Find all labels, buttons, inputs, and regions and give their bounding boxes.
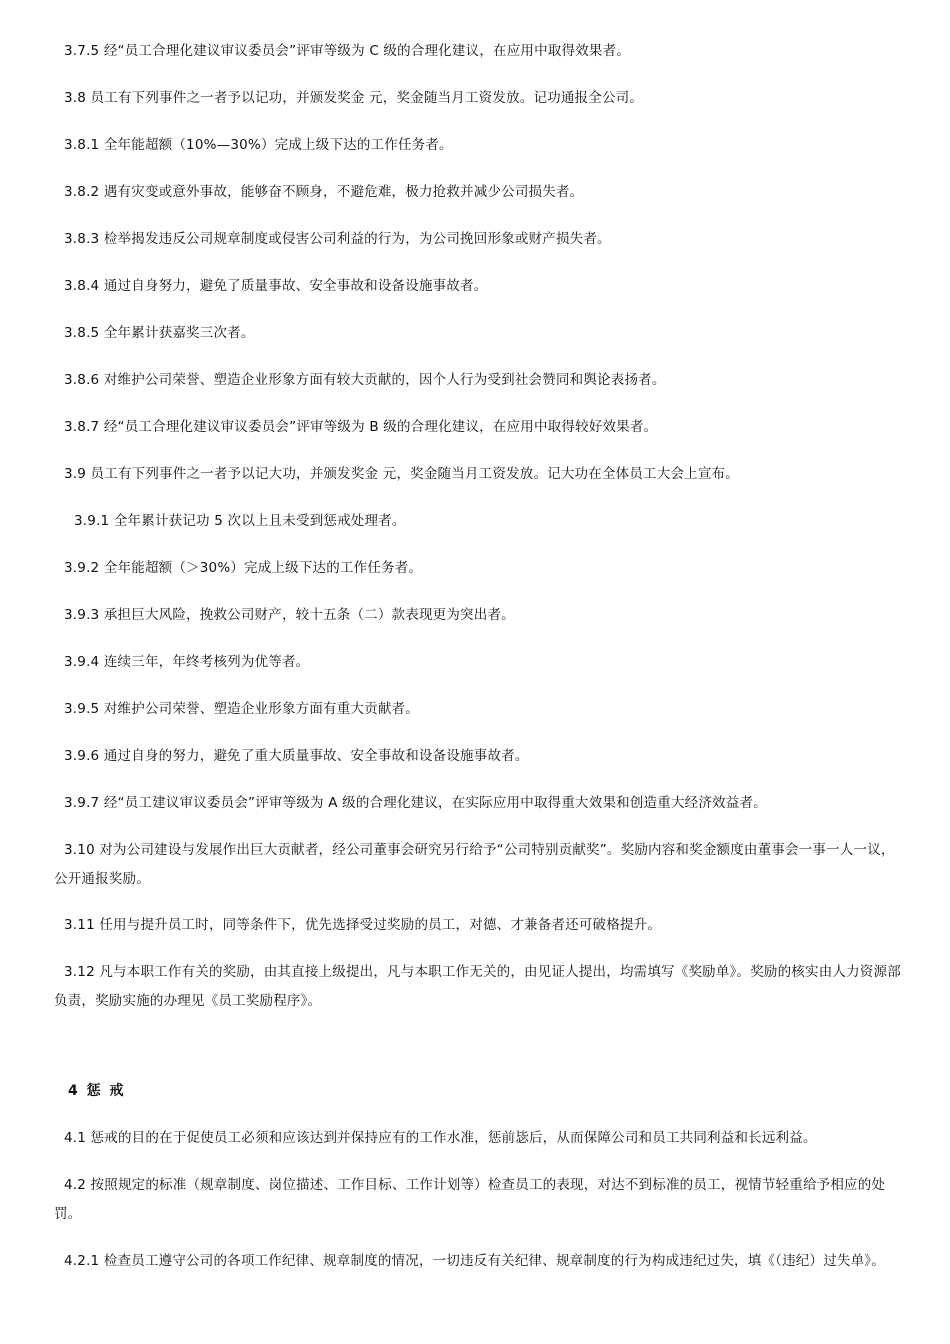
paragraph-3-10: 3.10 对为公司建设与发展作出巨大贡献者，经公司董事会研究另行给予“公司特别贡献奖”。奖励内容和奖金额度由董事会一事一人一议，公开通报奖励。 (54, 842, 895, 887)
paragraph-3-8-2: 3.8.2 遇有灾变或意外事故，能够奋不顾身，不避危难，极力抢救并减少公司损失者。 (64, 184, 584, 200)
paragraph-3-8-1: 3.8.1 全年能超额（10%—30%）完成上级下达的工作任务者。 (64, 137, 453, 153)
paragraph-3-8-5: 3.8.5 全年累计获嘉奖三次者。 (64, 325, 255, 341)
paragraph-3-8: 3.8 员工有下列事件之一者予以记功，并颁发奖金 元，奖金随当月工资发放。记功通报全公司。 (64, 90, 644, 106)
section-heading-discipline: 4 惩 戒 (68, 1083, 126, 1099)
paragraph-3-8-3: 3.8.3 检举揭发违反公司规章制度或侵害公司利益的行为，为公司挽回形象或财产损失者。 (64, 231, 611, 247)
paragraph-3-8-7: 3.8.7 经“员工合理化建议审议委员会”评审等级为 B 级的合理化建议，在应用中取得较好效果者。 (64, 419, 658, 435)
paragraph-3-8-6: 3.8.6 对维护公司荣誉、塑造企业形象方面有较大贡献的，因个人行为受到社会赞同和舆论表扬者。 (64, 372, 666, 388)
paragraph-3-9: 3.9 员工有下列事件之一者予以记大功，并颁发奖金 元，奖金随当月工资发放。记大功在全体员工大会上宣布。 (64, 466, 739, 482)
paragraph-3-9-2: 3.9.2 全年能超额（＞30%）完成上级下达的工作任务者。 (64, 560, 423, 576)
paragraph-3-9-4: 3.9.4 连续三年，年终考核列为优等者。 (64, 654, 310, 670)
paragraph-3-11: 3.11 任用与提升员工时，同等条件下，优先选择受过奖励的员工，对德、才兼备者还可破格提升。 (64, 917, 662, 933)
paragraph-3-9-5: 3.9.5 对维护公司荣誉、塑造企业形象方面有重大贡献者。 (64, 701, 419, 717)
paragraph-3-9-6: 3.9.6 通过自身的努力，避免了重大质量事故、安全事故和设备设施事故者。 (64, 748, 529, 764)
paragraph-3-7-5: 3.7.5 经“员工合理化建议审议委员会”评审等级为 C 级的合理化建议，在应用中取得效果者。 (64, 43, 631, 59)
paragraph-3-12: 3.12 凡与本职工作有关的奖励，由其直接上级提出，凡与本职工作无关的，由见证人提出，均需填写《奖励单》。奖励的核实由人力资源部负责，奖励实施的办理见《员工奖励程序》。 (54, 964, 901, 1009)
paragraph-4-1: 4.1 惩戒的目的在于促使员工必须和应该达到并保持应有的工作水准，惩前毖后，从而保障公司和员工共同利益和长远利益。 (64, 1130, 817, 1146)
paragraph-3-9-7: 3.9.7 经“员工建议审议委员会”评审等级为 A 级的合理化建议，在实际应用中取得重大效果和创造重大经济效益者。 (64, 795, 767, 811)
paragraph-3-9-1: 3.9.1 全年累计获记功 5 次以上且未受到惩戒处理者。 (74, 513, 406, 529)
paragraph-4-2-1: 4.2.1 检查员工遵守公司的各项工作纪律、规章制度的情况，一切违反有关纪律、规章制度的行为构成违纪过失，填《（违纪）过失单》。 (64, 1253, 885, 1269)
paragraph-4-2: 4.2 按照规定的标准（规章制度、岗位描述、工作目标、工作计划等）检查员工的表现，对达不到标准的员工，视情节轻重给予相应的处罚。 (54, 1177, 886, 1222)
paragraph-3-9-3: 3.9.3 承担巨大风险，挽救公司财产，较十五条（二）款表现更为突出者。 (64, 607, 515, 623)
paragraph-3-8-4: 3.8.4 通过自身努力，避免了质量事故、安全事故和设备设施事故者。 (64, 278, 488, 294)
